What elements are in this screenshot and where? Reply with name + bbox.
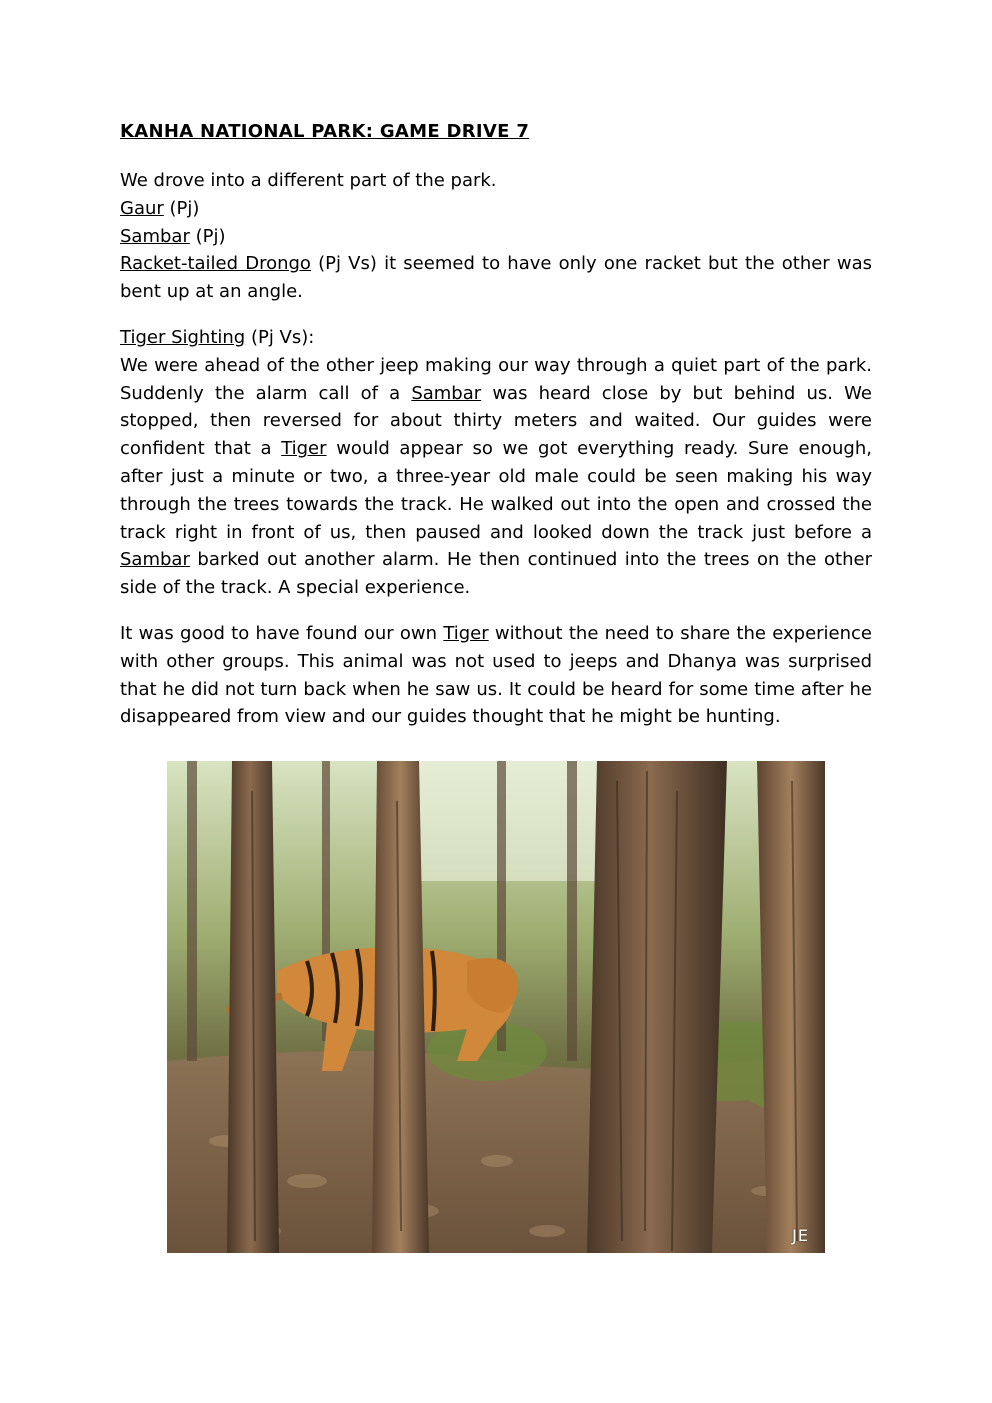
tiger-heading: Tiger Sighting (Pj Vs): (120, 326, 315, 348)
intro-line: We drove into a different part of the park. (120, 170, 497, 191)
species-link: Gaur (120, 197, 164, 219)
photo-credit: JE (792, 1226, 809, 1245)
species-link: Tiger (281, 438, 327, 460)
species-link: Racket-tailed Drongo (120, 253, 311, 275)
sighting-sambar: Sambar (Pj) (120, 225, 226, 247)
species-link: Sambar (411, 382, 482, 404)
species-link: Sambar (120, 549, 190, 571)
document-page (120, 118, 872, 731)
species-link: Tiger (443, 622, 489, 644)
page-title: KANHA NATIONAL PARK: GAME DRIVE 7 (120, 121, 530, 142)
tiger-paragraph-1: We were ahead of the other jeep making our way through a quiet part of the park. Suddenly the alarm call of a Sambar was heard close by but behind us. We stopped, then reversed for about thirty meters and waited. Our guides were confident that a Tiger would appear so we got everything ready. Sure enough, after just a minute or two, a three-year old male could be seen making his way through the trees towards the track. He walked out into the open and crossed the track right in front of us, then paused and looked down the track just before a Sambar barked out another alarm. He then continued into the trees on the other side of the track. A special experience. (120, 354, 872, 599)
sighting-drongo: Racket-tailed Drongo (Pj Vs) it seemed to have only one racket but the other was bent up at an angle. (120, 253, 873, 303)
sighting-gaur: Gaur (Pj) (120, 197, 200, 219)
tiger-paragraph-2: It was good to have found our own Tiger without the need to share the experience with other groups. This animal was not used to jeeps and Dhanya was surprised that he did not turn back when he saw us. It could be heard for some time after he disappeared from view and our guides thought that he might be hunting. (120, 622, 872, 728)
tiger-photo (167, 761, 825, 1253)
species-link: Sambar (120, 225, 190, 247)
